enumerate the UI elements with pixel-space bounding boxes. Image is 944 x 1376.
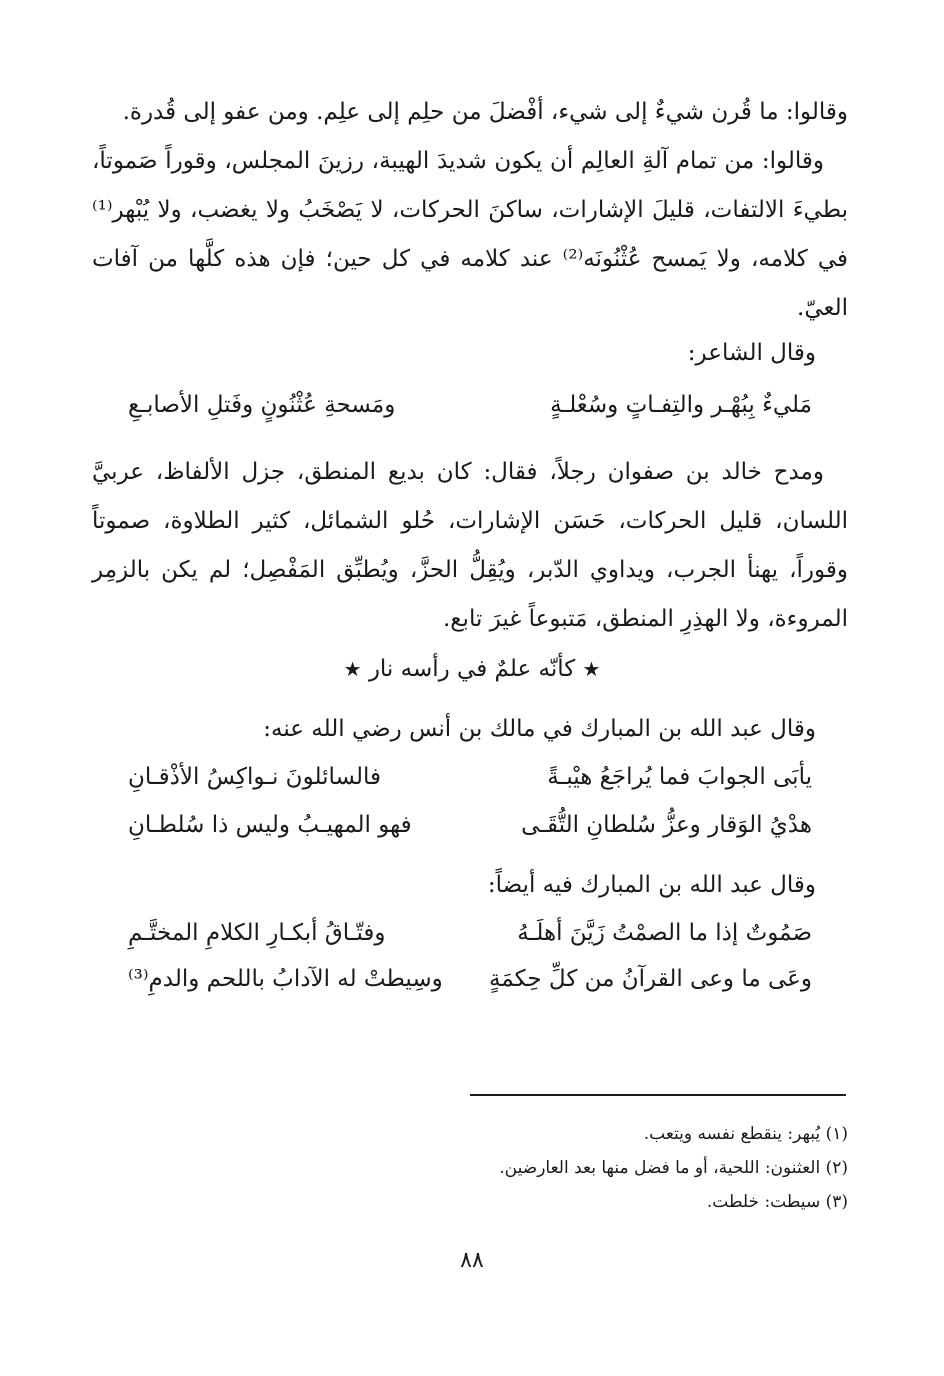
verse-hemistich-left: وفتّـاقُ أبكـارِ الكلامِ المختَّـمِ [128, 920, 386, 946]
footnote-marker: ⁽³⁾ [128, 966, 149, 992]
heading-text: كأنّه علمٌ في رأسه نار [368, 656, 576, 682]
verse-hemistich-right: يأبَى الجوابَ فما يُراجَعُ هيْبـةً [547, 764, 812, 790]
verse-hemistich-left: وسِيطتْ له الآدابُ باللحم والدمِ⁽³⁾ [128, 966, 443, 992]
poet-intro: وقال الشاعر: [687, 340, 816, 366]
verse-hemistich-right: مَليءٌ بِبُهْـر والتِفـاتٍ وسُعْلـةٍ [550, 392, 812, 418]
paragraph-scholar-traits [92, 137, 848, 333]
verse-hemistich-right: صَمُوتٌ إذا ما الصمْتُ زَيَّنَ أهلَـهُ [517, 920, 812, 946]
page-number: ٨٨ [460, 1248, 484, 1273]
verse-hemistich-right: وعَى ما وعى القرآنُ من كلِّ حِكمَةٍ [489, 966, 812, 992]
ibn-mubarak-intro-2: وقال عبد الله بن المبارك فيه أيضاً: [487, 872, 816, 898]
verse-hemistich-left: فهو المهيـبُ وليس ذا سُلطـانِ [128, 812, 412, 838]
ibn-mubarak-intro-1: وقال عبد الله بن المبارك في مالك بن أنس رضي الله عنه: [263, 716, 816, 742]
paragraph-khalid-praise [92, 448, 848, 644]
paragraph-text: ومدح خالد بن صفوان رجلاً، فقال: كان بديع المنطق، جزل الألفاظ، عربيَّ اللسان، قليل الحركات، حَسَن الإشارات، حُلو الشمائل، كثير الطلاوة، صموتاً وقوراً، يهنأ الجرب، ويداوي الدّبر، ويُقِلُّ الحزَّ، ويُطبِّق المَفْصِل؛ لم يكن بالزمِر المروءة، ولا الهذِرِ المنطق، مَتبوعاً غيرَ تابع. [92, 459, 848, 632]
star-icon: ★ [343, 657, 362, 681]
verse-hemistich-left: فالسائلونَ نـواكِسُ الأذْقـانِ [128, 764, 382, 790]
footnote-3: (٣) سيطت: خلطت. [706, 1192, 848, 1212]
verse-hemistich-right: هدْيُ الوَقار وعزُّ سُلطانِ التُّقَـى [521, 812, 812, 838]
paragraph-forbearance [92, 88, 848, 137]
footnote-1: (١) يُبهر: ينقطع نفسه ويتعب. [643, 1124, 848, 1144]
footnote-divider [470, 1094, 846, 1096]
paragraph-text: وقالوا: ما قُرن شيءٌ إلى شيء، أفْضلَ من حلِم إلى علِم. ومن عفو إلى قُدرة. [122, 99, 848, 125]
star-icon: ★ [582, 657, 601, 681]
paragraph-text: وقالوا: من تمام آلةِ العالِم أن يكون شديدَ الهيبة، رزينَ المجلس، وقوراً صَموتاً، بطيءَ الالتفات، قليلَ الإشارات، ساكنَ الحركات، لا يَصْخَبُ ولا يغضب، ولا يُبْهر⁽¹⁾ في كلامه، ولا يَمسح عُثْنُونَه⁽²⁾ عند كلامه في كل حين؛ فإن هذه كلَّها من آفات العيّ. [92, 148, 848, 321]
verse-hemistich-left: ومَسحةِ عُثْنُونٍ وفَتلِ الأصابـعِ [128, 392, 396, 418]
footnote-2: (٢) العثنون: اللحية، أو ما فضل منها بعد العارضين. [499, 1158, 848, 1178]
section-heading [0, 656, 944, 682]
